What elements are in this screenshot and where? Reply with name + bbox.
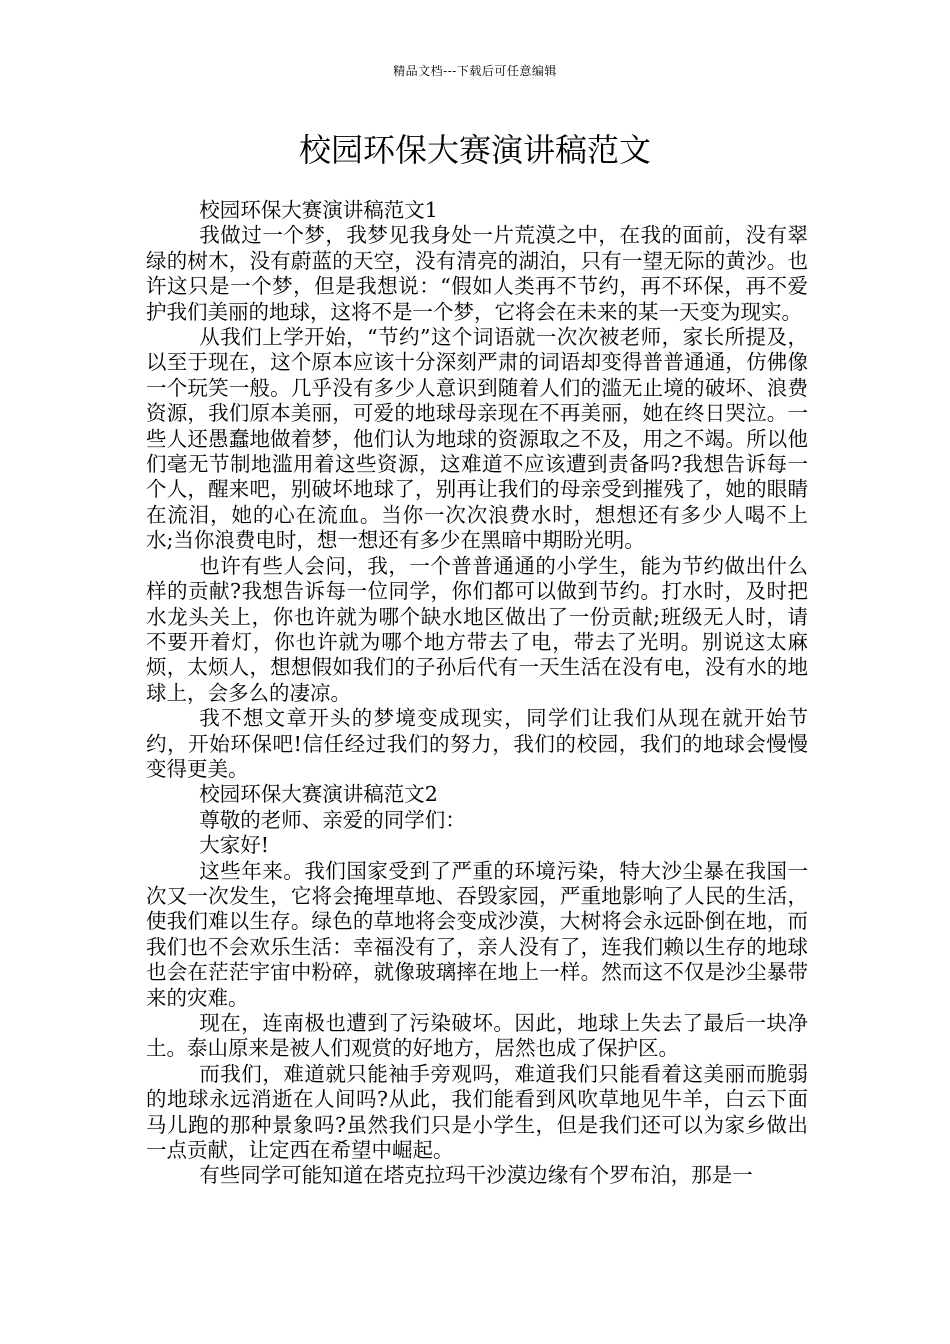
paragraph: 我做过一个梦，我梦见我身处一片荒漠之中，在我的面前，没有翠绿的树木，没有蔚蓝的天空，没有清亮的湖泊，只有一望无际的黄沙。也许这只是一个梦，但是我想说：“假如人类再不节约，再不环保，再不爱护我们美丽的地球，这将不是一个梦，它将会在未来的某一天变为现实。: [146, 223, 808, 324]
paragraph: 现在，连南极也遭到了污染破坏。因此，地球上失去了最后一块净土。泰山原来是被人们观赏的好地方，居然也成了保护区。: [146, 1011, 808, 1061]
salutation: 尊敬的老师、亲爱的同学们：: [199, 807, 466, 832]
section-heading-1: 校园环保大赛演讲稿范文1: [199, 198, 438, 222]
greeting: 大家好!: [199, 833, 270, 858]
document-body: [146, 198, 808, 1189]
paragraph: 这些年来。我们国家受到了严重的环境污染，特大沙尘暴在我国一次又一次发生，它将会掩埋草地、吞毁家园，严重地影响了人民的生活，使我们难以生存。绿色的草地将会变成沙漠，大树将会永远卧倒在地，而我们也不会欢乐生活：幸福没有了，亲人没有了，连我们赖以生存的地球也会在茫茫宇宙中粉碎，就像玻璃摔在地上一样。然而这不仅是沙尘暴带来的灾难。: [146, 858, 808, 1010]
page-header: 精品文档---下载后可任意编辑: [393, 64, 557, 78]
paragraph: 我不想文章开头的梦境变成现实，同学们让我们从现在就开始节约，开始环保吧!信任经过我们的努力，我们的校园，我们的地球会慢慢变得更美。: [146, 706, 808, 781]
document-title: 校园环保大赛演讲稿范文: [298, 131, 651, 169]
paragraph: 也许有些人会问，我，一个普普通通的小学生，能为节约做出什么样的贡献?我想告诉每一位同学，你们都可以做到节约。打水时，及时把水龙头关上，你也许就为哪个缺水地区做出了一份贡献;班级无人时，请不要开着灯，你也许就为哪个地方带去了电，带去了光明。别说这太麻烦，太烦人，想想假如我们的子孙后代有一天生活在没有电，没有水的地球上，会多么的凄凉。: [146, 553, 808, 705]
paragraph: 而我们，难道就只能袖手旁观吗，难道我们只能看着这美丽而脆弱的地球永远消逝在人间吗?从此，我们能看到风吹草地见牛羊，白云下面马儿跑的那种景象吗?虽然我们只是小学生，但是我们还可以为家乡做出一点贡献，让定西在希望中崛起。: [146, 1061, 808, 1163]
paragraph: 有些同学可能知道在塔克拉玛干沙漠边缘有个罗布泊，那是一: [199, 1163, 753, 1188]
paragraph: 从我们上学开始，“节约”这个词语就一次次被老师，家长所提及，以至于现在，这个原本应该十分深刻严肃的词语却变得普普通通，仿佛像一个玩笑一般。几乎没有多少人意识到随着人们的滥无止境的破坏、浪费资源，我们原本美丽，可爱的地球母亲现在不再美丽，她在终日哭泣。一些人还愚蠢地做着梦，他们认为地球的资源取之不及，用之不竭。所以他们毫无节制地滥用着这些资源，这难道不应该遭到责备吗?我想告诉每一个人，醒来吧，别破坏地球了，别再让我们的母亲受到摧残了，她的眼睛在流泪，她的心在流血。当你一次次浪费水时，想想还有多少人喝不上水;当你浪费电时，想一想还有多少在黑暗中期盼光明。: [146, 325, 808, 553]
section-heading-2: 校园环保大赛演讲稿范文2: [199, 782, 438, 807]
